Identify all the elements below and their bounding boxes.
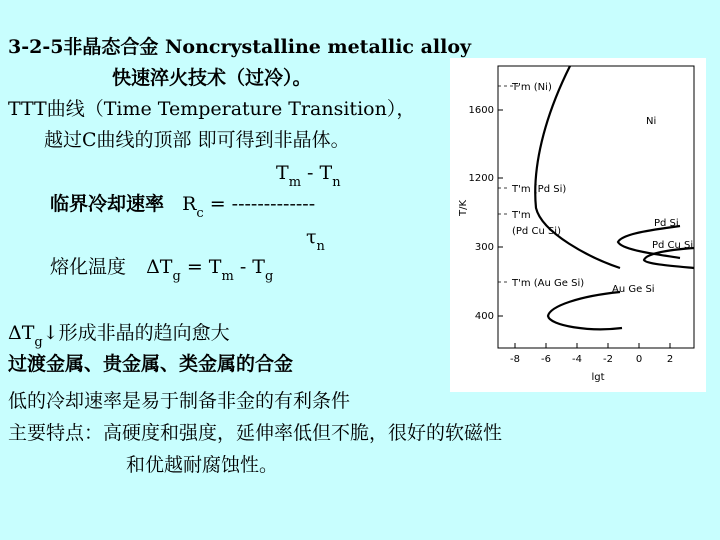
- ttt-figure: [450, 58, 706, 392]
- y-tick-label: 300: [474, 242, 494, 253]
- y-tick-label: 1600: [468, 105, 494, 116]
- tm-label-pdcusi: T'm: [512, 210, 531, 221]
- curve-label-augesi: Au Ge Si: [612, 284, 655, 295]
- melt-label: 熔化温度: [50, 256, 127, 278]
- alloy-line: 过渡金属、贵金属、类金属的合金: [8, 353, 294, 375]
- melt-row: 熔化温度 $\Delta T_g = T_m - T_g$: [50, 256, 274, 284]
- tm-label-augesi: T'm (Au Ge Si): [512, 278, 585, 289]
- y-tick-label: 1200: [468, 173, 494, 184]
- tm-label-pdcusi-2: (Pd Cu Si): [512, 226, 561, 237]
- x-tick-label: -4: [572, 354, 582, 365]
- x-tick-label: -8: [510, 354, 520, 365]
- c-curve-line: 越过C曲线的顶部 即可得到非晶体。: [44, 129, 350, 151]
- heading: 3-2-5非晶态合金 Noncrystalline metallic alloy: [8, 36, 472, 58]
- tm-label-ni: T'm (Ni): [512, 82, 552, 93]
- ttt-line: TTT曲线（Time Temperature Transition），: [8, 98, 416, 120]
- x-tick-label: 2: [666, 354, 674, 365]
- x-tick-label: -6: [541, 354, 551, 365]
- tau-denominator: $\tau_n$: [306, 226, 325, 254]
- features-line-1: 主要特点：高硬度和强度，延伸率低但不脆，很好的软磁性: [8, 422, 503, 444]
- y-axis-label: T/K: [458, 199, 469, 217]
- low-rate-line: 低的冷却速率是易于制备非金的有利条件: [8, 390, 351, 412]
- curve-label-pdcusi: Pd Cu Si: [652, 240, 694, 251]
- plot-frame: [498, 66, 694, 348]
- tm-label-pdsi: T'm (Pd Si): [512, 184, 567, 195]
- x-tick-label: 0: [635, 354, 643, 365]
- x-axis-label: lgt: [591, 372, 605, 383]
- curve-label-pdsi: Pd Si: [654, 218, 679, 229]
- curve-augesi: [548, 292, 622, 329]
- x-tick-label: -2: [603, 354, 613, 365]
- quench-line: 快速淬火技术（过冷）。: [112, 67, 312, 89]
- critical-rate-row: 临界冷却速率 $R_c$ = -------------: [50, 193, 316, 221]
- ttt-chart: [450, 58, 706, 392]
- formula-numerator: $T_m - T_n$: [276, 162, 341, 190]
- critical-rate-label: 临界冷却速率: [50, 193, 165, 215]
- curve-label-ni: Ni: [646, 116, 657, 127]
- curve-pdcusi: [644, 248, 694, 268]
- y-ticks: [498, 110, 503, 316]
- trend-line: $\Delta T_g↓$形成非晶的趋向愈大: [8, 322, 230, 350]
- features-line-2: 和优越耐腐蚀性。: [126, 454, 279, 476]
- curve-ni: [535, 66, 620, 268]
- y-tick-label: 400: [474, 311, 494, 322]
- x-ticks: [515, 343, 670, 348]
